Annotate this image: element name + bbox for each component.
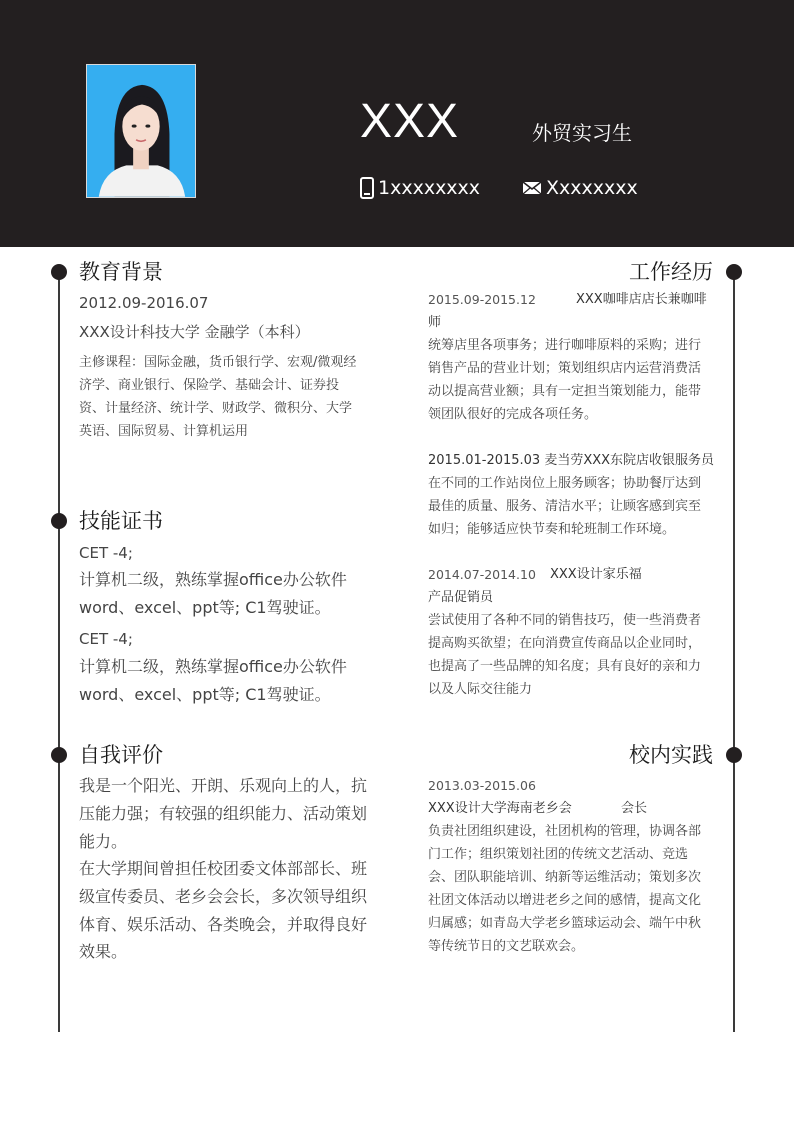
timeline-dot-campus [726,747,742,763]
self-eval-line: 体育、娱乐活动、各类晚会，并取得良好 [79,915,368,934]
education-courses-line: 英语、国际贸易、计算机运用 [79,424,249,439]
skills-title: 技能证书 [79,509,163,533]
skills-line: 计算机二级，熟练掌握office办公软件 [79,570,347,589]
job1-desc-line: 动以提高营业额；具有一定担当策划能力，能带 [428,384,702,399]
campus-desc-line: 门工作；组织策划社团的传统文艺活动、竞选 [428,847,689,862]
job3-desc-line: 尝试使用了各种不同的销售技巧，使一些消费者 [428,613,702,628]
campus-period: 2013.03-2015.06 [428,778,536,793]
timeline-dot-skills [51,513,67,529]
education-courses-line: 资、计量经济、统计学、财政学、微积分、大学 [79,401,353,416]
job3-company: XXX设计家乐福 [550,567,642,582]
job2-desc-line: 最佳的质量、服务、清洁水平；让顾客感到宾至 [428,499,702,514]
campus-desc-line: 会、团队职能培训、纳新等运维活动；策划多次 [428,870,702,885]
email-contact [522,174,638,202]
campus-desc-line: 负责社团组织建设，社团机构的管理，协调各部 [428,824,702,839]
job2-header: 2015.01-2015.03 麦当劳XXX东院店收银服务员 [428,453,715,468]
job1-period: 2015.09-2015.12 [428,292,536,307]
education-period: 2012.09-2016.07 [79,294,209,312]
self-eval-title: 自我评价 [79,743,163,767]
job3-desc-line: 以及人际交往能力 [428,682,533,697]
self-eval-line: 压能力强；有较强的组织能力、活动策划 [79,804,368,823]
mail-icon [522,180,542,196]
header-banner [0,0,794,247]
education-title: 教育背景 [79,260,163,284]
job-title: 外贸实习生 [532,121,632,145]
education-courses-line: 济学、商业银行、保险学、基础会计、证券投 [79,378,340,393]
self-eval-line: 级宣传委员、老乡会会长，多次领导组织 [79,887,368,906]
job1-desc-line: 领团队很好的完成各项任务。 [428,407,598,422]
job2-desc-line: 如归；能够适应快节奏和轮班制工作环境。 [428,522,676,537]
skills-line: word、excel、ppt等; C1驾驶证。 [79,598,331,617]
phone-contact [360,174,480,202]
campus-desc-line: 等传统节日的文艺联欢会。 [428,939,585,954]
profile-photo [86,64,196,198]
campus-desc-line: 社团文体活动以增进老乡之间的感情，提高文化 [428,893,702,908]
timeline-dot-self-eval [51,747,67,763]
job1-role-cont: 师 [428,315,442,330]
timeline-dot-work [726,264,742,280]
skills-line: CET -4; [79,544,133,562]
phone-number: 1xxxxxxxx [378,177,481,199]
self-eval-line: 能力。 [79,832,128,851]
job3-desc-line: 也提高了一些品牌的知名度；具有良好的亲和力 [428,659,702,674]
right-timeline-line [733,271,735,1032]
job2-desc-line: 在不同的工作站岗位上服务顾客；协助餐厅达到 [428,476,702,491]
job3-period: 2014.07-2014.10 [428,567,536,582]
self-eval-line: 在大学期间曾担任校团委文体部部长、班 [79,859,368,878]
job1-role: XXX咖啡店店长兼咖啡 [576,292,707,307]
timeline-dot-education [51,264,67,280]
work-title: 工作经历 [629,260,713,284]
education-school-major: XXX设计科技大学 金融学（本科） [79,323,310,341]
job1-desc-line: 销售产品的营业计划；策划组织店内运营消费活 [428,361,702,376]
self-eval-line: 效果。 [79,942,128,961]
skills-line: CET -4; [79,630,133,648]
campus-role: 会长 [621,801,648,816]
portrait-image [87,65,195,197]
campus-desc-line: 归属感；如青岛大学老乡篮球运动会、端午中秋 [428,916,702,931]
campus-org: XXX设计大学海南老乡会 [428,801,572,816]
self-eval-line: 我是一个阳光、开朗、乐观向上的人，抗 [79,776,368,795]
job3-role: 产品促销员 [428,590,494,605]
job3-desc-line: 提高购买欲望；在向消费宣传商品以企业同时， [428,636,702,651]
skills-line: word、excel、ppt等; C1驾驶证。 [79,685,331,704]
left-timeline-line [58,271,60,1032]
candidate-name: XXX [360,95,460,148]
job1-desc-line: 统筹店里各项事务；进行咖啡原料的采购；进行 [428,338,702,353]
education-courses-line: 主修课程：国际金融，货币银行学、宏观/微观经 [79,355,357,370]
skills-line: 计算机二级，熟练掌握office办公软件 [79,657,347,676]
phone-icon [360,177,374,199]
campus-title: 校内实践 [629,743,713,767]
email-address: Xxxxxxxx [546,177,638,199]
